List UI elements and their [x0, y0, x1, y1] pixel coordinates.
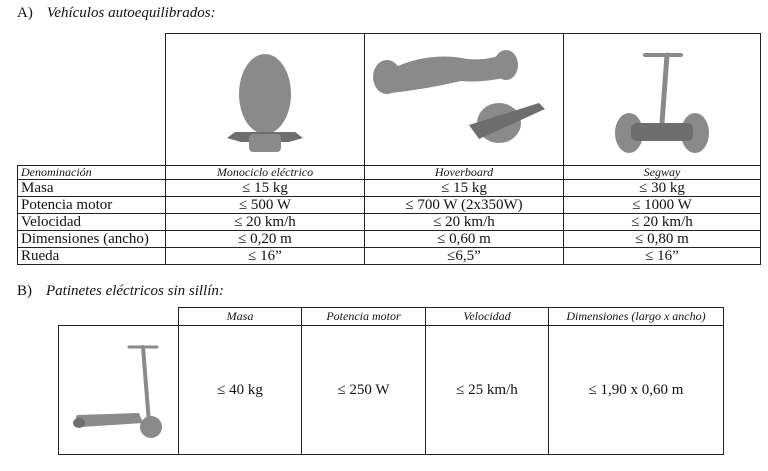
section-b-name: Patinetes eléctricos sin sillín:	[46, 283, 224, 299]
cell: ≤ 500 W	[166, 197, 365, 214]
cell: ≤ 0,80 m	[564, 231, 761, 248]
cell: ≤ 0,60 m	[365, 231, 564, 248]
section-b-letter: B)	[17, 283, 32, 299]
cell: ≤6,5”	[365, 248, 564, 265]
section-a-name: Vehículos autoequilibrados:	[46, 5, 216, 21]
dimensiones-value: ≤ 1,90 x 0,60 m	[549, 326, 724, 455]
segway-icon	[607, 37, 717, 162]
blank-cell	[18, 34, 166, 166]
potencia-value: ≤ 250 W	[302, 326, 426, 455]
masa-value: ≤ 40 kg	[179, 326, 302, 455]
row-label: Potencia motor	[18, 197, 166, 214]
row-label: Masa	[18, 180, 166, 197]
header-hoverboard: Hoverboard	[365, 166, 564, 180]
cell: ≤ 16”	[564, 248, 761, 265]
scooter-cell	[59, 326, 179, 455]
hoverboard-cell	[365, 34, 564, 166]
header-segway: Segway	[564, 166, 761, 180]
cell: ≤ 700 W (2x350W)	[365, 197, 564, 214]
segway-cell	[564, 34, 761, 166]
header-masa: Masa	[179, 308, 302, 326]
row-dimensiones	[18, 231, 761, 248]
header-row	[18, 166, 761, 180]
cell: ≤ 15 kg	[166, 180, 365, 197]
header-denominacion: Denominación	[18, 166, 166, 180]
cell: ≤ 15 kg	[365, 180, 564, 197]
header-monociclo: Monociclo eléctrico	[166, 166, 365, 180]
header-velocidad: Velocidad	[426, 308, 549, 326]
row-velocidad	[18, 214, 761, 231]
image-row	[18, 34, 761, 166]
section-a-letter: A)	[17, 5, 33, 21]
row-potencia	[18, 197, 761, 214]
self-balancing-vehicles-table	[17, 33, 761, 265]
blank-cell	[59, 308, 179, 326]
row-label: Rueda	[18, 248, 166, 265]
cell: ≤ 1000 W	[564, 197, 761, 214]
row-masa	[18, 180, 761, 197]
header-potencia: Potencia motor	[302, 308, 426, 326]
row-label: Dimensiones (ancho)	[18, 231, 166, 248]
cell: ≤ 30 kg	[564, 180, 761, 197]
monowheel-cell	[166, 34, 365, 166]
cell: ≤ 20 km/h	[564, 214, 761, 231]
header-row	[59, 308, 724, 326]
row-label: Velocidad	[18, 214, 166, 231]
monowheel-icon	[205, 40, 325, 160]
row-rueda	[18, 248, 761, 265]
kick-scooter-icon	[69, 333, 169, 443]
cell: ≤ 0,20 m	[166, 231, 365, 248]
scooter-row	[59, 326, 724, 455]
hoverboard-icon	[369, 37, 559, 162]
cell: ≤ 20 km/h	[166, 214, 365, 231]
electric-scooters-table	[58, 307, 724, 455]
section-a-title	[17, 5, 216, 22]
header-dimensiones: Dimensiones (largo x ancho)	[549, 308, 724, 326]
cell: ≤ 20 km/h	[365, 214, 564, 231]
cell: ≤ 16”	[166, 248, 365, 265]
section-b-title	[17, 283, 224, 300]
velocidad-value: ≤ 25 km/h	[426, 326, 549, 455]
